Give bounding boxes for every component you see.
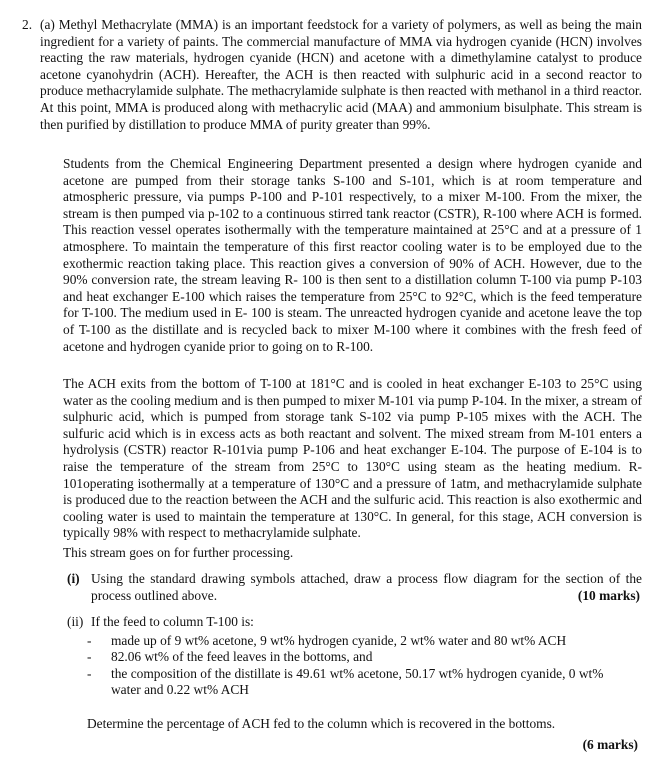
subquestion-ii-label: (ii) [67, 614, 84, 629]
determine-instruction: Determine the percentage of ACH fed to the column which is recovered in the bottoms. [87, 716, 556, 731]
ach-paragraph: The ACH exits from the bottom of T-100 at 181°C and is cooled in heat exchanger E-103 to 25°C using water as the cooling medium and is then pumped to mixer M-101 via pump P-104. In the mixer, a stream of sulphuric acid, which is pumped from storage tank S-102 via pump P-105 mixes with the ACH. The sulfuric acid which is in excess acts as both reactant and solvent. The mixed stream from M-101 enters a hydrolysis (CSTR) reactor R-101via pump P-106 and heat exchanger E-104. The purpose of E-104 is to raise the temperature of the stream from 25°C to 130°C using steam as the heating medium. R-101operating isothermally at a temperature of 130°C and a pressure of 1atm, and methacrylamide sulphate is produced due to the reaction between the ACH and the sulfuric acid. This reaction is also exothermic and cooling water is used to maintain the temperature at 130°C. In general, for this stage, ACH conversion is typically 98% with respect to methacrylamide sulphate. [63, 376, 642, 541]
intro-text: Methyl Methacrylate (MMA) is an important feedstock for a variety of polymers, as well as being the main ingredient for a variety of paints. The commercial manufacture of MMA via hydrogen cyanide (HCN) involves reacting the raw materials, hydrogen cyanide (HCN) and acetone with a dimethylamine catalyst to produce acetone cyanohydrin (ACH). Hereafter, the ACH is then reacted with sulphuric acid in a second reactor to produce methacrylamide sulphate. The methacrylamide sulphate is then reacted with methanol in a third reactor. At this point, MMA is produced along with methacrylic acid (MAA) and ammonium bisulphate. This stream is then purified by distillation to produce MMA of purity greater than 99%. [40, 17, 642, 132]
subquestion-i-label: (i) [67, 571, 80, 586]
design-paragraph: Students from the Chemical Engineering Department presented a design where hydrogen cyanide and acetone are pumped from their storage tanks S-100 and S-101, which is at room temperature and atmospheric pressure, via pumps P-100 and P-101 respectively, to a mixer M-100. From the mixer, the stream is then pumped via p-102 to a continuous stirred tank reactor (CSTR), R-100 where ACH is formed. This reaction vessel operates isothermally with the temperature maintained at 25°C and at a pressure of 1 atmosphere. To maintain the temperature of this first reactor cooling water is to be employed due to the exothermic reaction taking place. This reaction gives a conversion of 90% of ACH. However, due to the 90% conversion rate, the stream leaving R- 100 is then sent to a distillation column T-100 via pump P-103 and heat exchanger E-100 which raises the temperature from 25°C to 92°C, which is the feed temperature for T-100. The medium used in E- 100 is steam. The unreacted hydrogen cyanide and acetone leave the top of T-100 as the distillate and is recycled back to mixer M-100 where it combines with the fresh feed of acetone and hydrogen cyanide prior to going on to R-100. [63, 156, 642, 354]
subquestion-ii-text: If the feed to column T-100 is: [91, 614, 254, 629]
question-number: 2. [22, 17, 33, 32]
feed-composition-list [63, 633, 642, 699]
intro-paragraph [40, 17, 642, 133]
subquestion-i-text: Using the standard drawing symbols attached, draw a process flow diagram for the section of the process outlined above. [91, 571, 642, 603]
subquestion-ii-marks: (6 marks) [582, 737, 638, 752]
subquestion-ii [63, 614, 642, 699]
subquestion-i-marks: (10 marks) [577, 588, 640, 603]
list-item: - 82.06 wt% of the feed leaves in the bottoms, and [63, 649, 642, 666]
subquestion-i [63, 571, 642, 604]
list-item: - made up of 9 wt% acetone, 9 wt% hydrogen cyanide, 2 wt% water and 80 wt% ACH [63, 633, 642, 650]
list-item: - the composition of the distillate is 49.61 wt% acetone, 50.17 wt% hydrogen cyanide, 0 wt% water and 0.22 wt% ACH [63, 666, 642, 699]
further-processing-paragraph: This stream goes on for further processing. [63, 545, 294, 560]
part-label: (a) [40, 17, 55, 32]
